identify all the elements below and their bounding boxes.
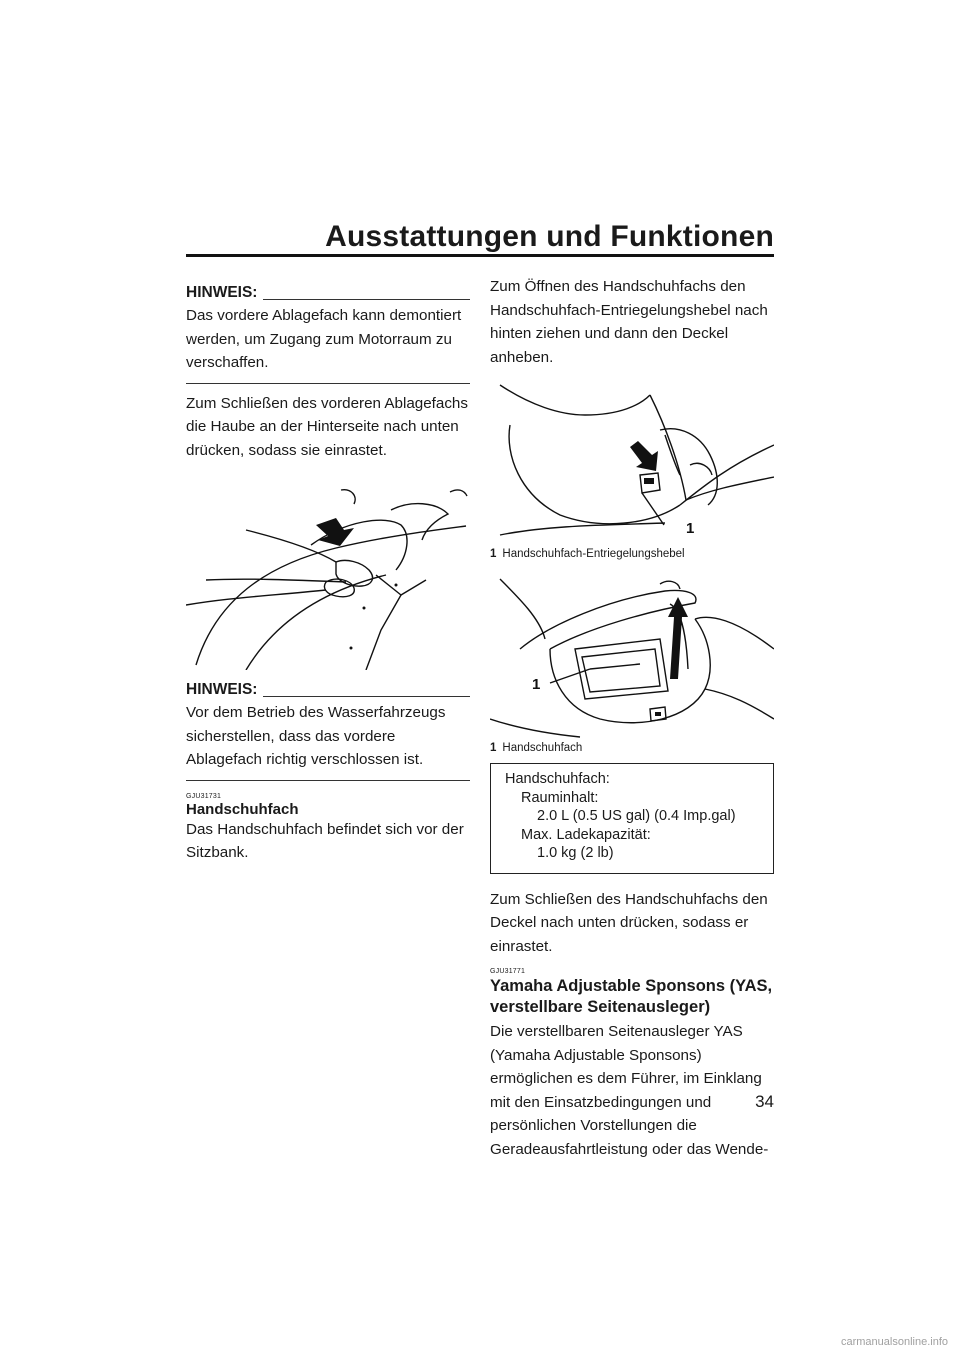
note-header: [186, 680, 470, 701]
caption-text: Handschuhfach-Entriegelungshebel: [502, 548, 685, 560]
spec-value: 1.0 kg (2 lb): [537, 845, 614, 861]
page-title: Ausstattungen und Funktionen: [325, 220, 774, 253]
note-label: HINWEIS:: [186, 283, 258, 301]
caption-text: Handschuhfach: [502, 742, 583, 754]
left-column: [186, 283, 470, 865]
right-column: [490, 275, 774, 1161]
section-text: Das Handschuhfach befindet sich vor der Sitzbank.: [186, 820, 464, 861]
caption-number: 1: [490, 742, 497, 754]
section-text: Die verstellbaren Seitenausleger YAS (Yamaha Adjustable Sponsons) ermöglichen es dem Führer, im Einklang mit den Einsatzbedingungen und persönlichen Vorstellungen die Geradeausfahrtleistung oder das Wende-: [490, 1023, 769, 1158]
spec-title: Handschuhfach:: [505, 771, 610, 787]
section-title: Handschuhfach: [186, 800, 299, 818]
section-code: GJU31731: [186, 792, 222, 800]
spec-box: [490, 763, 774, 874]
glove-box-open-illustration: [490, 569, 774, 739]
note-label: HINWEIS:: [186, 680, 258, 698]
figure-caption: [490, 741, 774, 755]
note-box: [186, 304, 470, 384]
figure-caption: [490, 547, 774, 561]
caption-number: 1: [490, 548, 497, 560]
note-text: Vor dem Betrieb des Wasserfahrzeugs sicherstellen, dass das vordere Ablagefach richtig verschlossen ist.: [186, 704, 446, 768]
paragraph: Zum Schließen des Handschuhfachs den Deckel nach unten drücken, sodass er einrastet.: [490, 890, 768, 955]
header-rule: [186, 254, 774, 257]
callout-number: 1: [532, 676, 541, 693]
section-code: GJU31771: [490, 968, 526, 975]
section-title: Yamaha Adjustable Sponsons (YAS, verstellbare Seitenausleger): [490, 977, 773, 1016]
note-text: Das vordere Ablagefach kann demontiert werden, um Zugang zum Motorraum zu verschaffen.: [186, 307, 462, 371]
glove-box-lever-illustration: [490, 375, 774, 545]
note-header: [186, 283, 470, 304]
spec-value: 2.0 L (0.5 US gal) (0.4 Imp.gal): [537, 808, 736, 824]
spec-label: Max. Ladekapazität:: [521, 826, 651, 843]
callout-number: 1: [686, 520, 695, 537]
front-storage-closing-illustration: [186, 470, 470, 670]
spec-label: Rauminhalt:: [521, 789, 599, 806]
paragraph: Zum Schließen des vorderen Ablagefachs die Haube an der Hinterseite nach unten drücken, sodass sie einrastet.: [186, 394, 468, 459]
watermark: carmanualsonline.info: [840, 1336, 948, 1348]
page-number: 34: [755, 1092, 774, 1111]
paragraph: Zum Öffnen des Handschuhfachs den Handschuhfach-Entriegelungshebel nach hinten ziehen und dann den Deckel anheben.: [490, 278, 768, 366]
note-box: [186, 701, 470, 781]
